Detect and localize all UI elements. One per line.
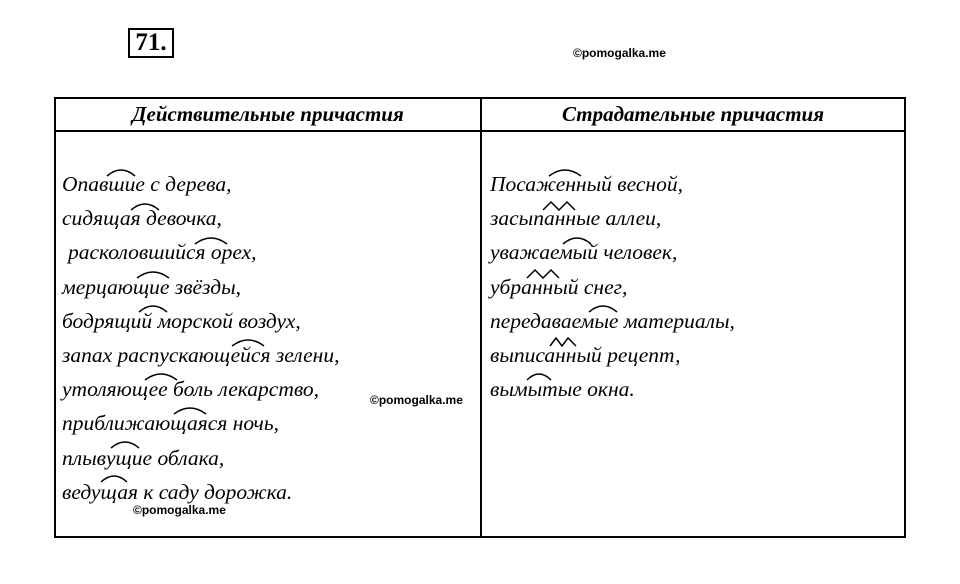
column-divider [480, 99, 482, 536]
active-participle-item: расколовшийся орех, [68, 240, 257, 265]
active-participle-item: бодрящий морской воздух, [62, 308, 301, 333]
passive-participle-item: вымытые окна. [490, 377, 635, 402]
passive-participle-item: Посаженный весной, [490, 172, 683, 196]
watermark-top: ©pomogalka.me [573, 46, 666, 60]
active-participles-list [62, 167, 339, 509]
passive-participle-item: засыпанные аллеи, [490, 206, 662, 231]
passive-participle-item: выписанный рецепт, [490, 342, 681, 367]
participles-table [54, 97, 906, 538]
active-participle-item: приближающаяся ночь, [62, 411, 279, 436]
passive-participle-item: убранный снег, [490, 274, 628, 299]
active-participle-item: плывущие облака, [62, 445, 225, 470]
header-passive-participles: Страдательные причастия [561, 102, 825, 126]
active-participle-item: сидящая девочка, [62, 206, 222, 231]
active-participle-item: ведущая к саду дорожка. [62, 479, 293, 504]
passive-participle-item: передаваемые материалы, [490, 308, 735, 333]
header-active-participles: Действительные причастия [132, 102, 404, 126]
active-participle-item: Опавшие с дерева, [62, 172, 232, 196]
watermark-middle: ©pomogalka.me [370, 393, 463, 407]
watermark-bottom: ©pomogalka.me [133, 503, 226, 517]
passive-participle-item: уважаемый человек, [490, 240, 678, 265]
passive-participles-list [490, 167, 735, 406]
active-participle-item: запах распускающейся зелени, [62, 342, 340, 367]
active-participle-item: утоляющее боль лекарство, [62, 377, 320, 402]
task-number: 71. [128, 28, 174, 58]
header-divider [56, 130, 904, 132]
active-participle-item: мерцающие звёзды, [62, 274, 242, 299]
